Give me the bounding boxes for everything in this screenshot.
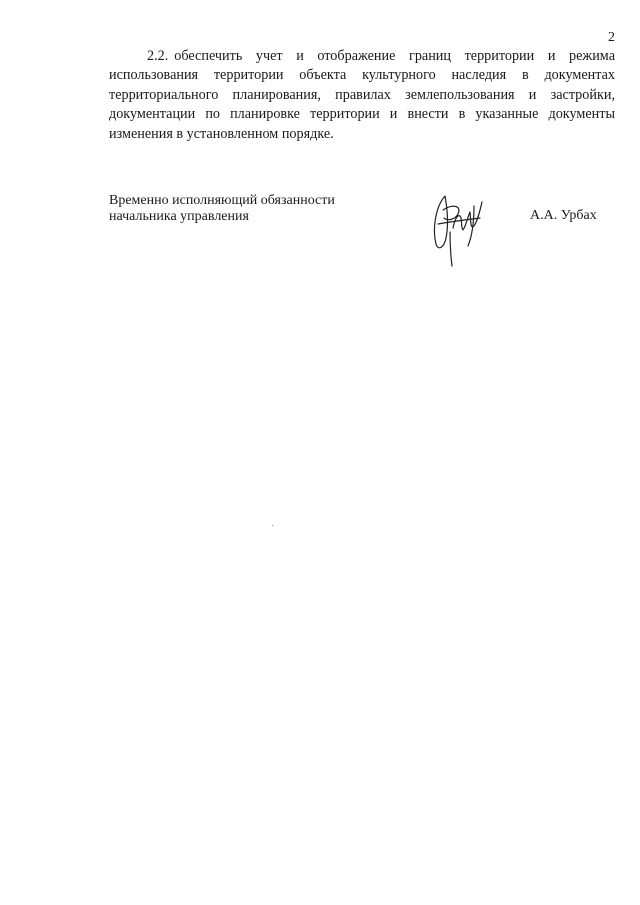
scan-speck bbox=[272, 525, 273, 526]
paragraph-text: обеспечить учет и отображение границ территории и режима использования территории объекта культурного наследия в документах территориального планирования, правилах землепользования и застройки, документации по планировке территории и внести в указанные документы изменения в установленном порядке. bbox=[109, 48, 615, 142]
paragraph-2-2 bbox=[109, 47, 615, 144]
handwritten-signature-icon bbox=[428, 188, 492, 270]
signer-name: А.А. Урбах bbox=[530, 208, 597, 223]
position-line-1: Временно исполняющий обязанности bbox=[109, 193, 335, 208]
position-line-2: начальника управления bbox=[109, 208, 249, 224]
signatory-position bbox=[109, 193, 335, 224]
item-number: 2.2. bbox=[147, 48, 169, 64]
page-number: 2 bbox=[608, 30, 615, 45]
